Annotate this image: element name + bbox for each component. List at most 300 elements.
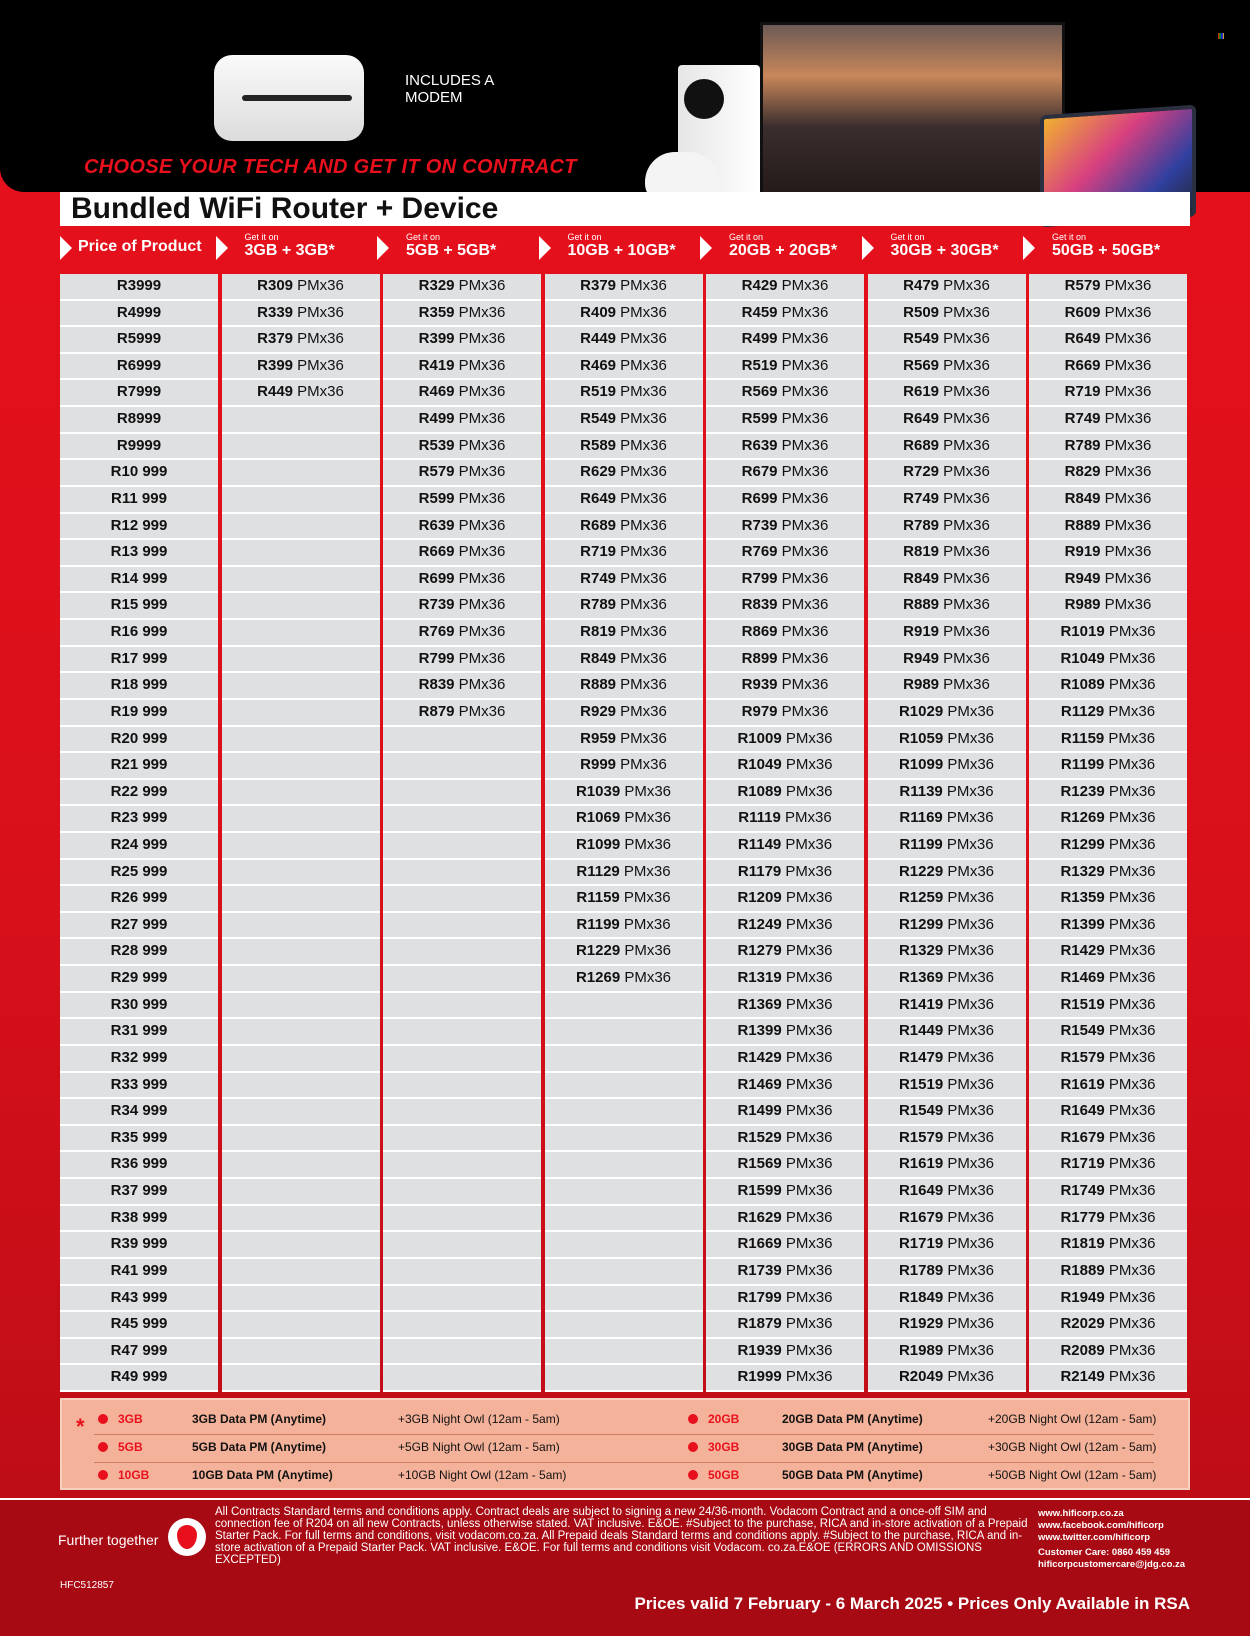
monthly-cell: R979 PMx36 [706, 700, 864, 727]
monthly-cell: R919 PMx36 [1029, 540, 1187, 567]
monthly-cell [383, 886, 541, 913]
monthly-cell: R929 PMx36 [545, 700, 703, 727]
monthly-cell: R1299 PMx36 [1029, 833, 1187, 860]
monthly-cell [383, 1019, 541, 1046]
price-cell: R29 999 [60, 966, 218, 993]
monthly-cell: R1049 PMx36 [706, 753, 864, 780]
monthly-cell: R769 PMx36 [383, 620, 541, 647]
price-cell: R11 999 [60, 487, 218, 514]
monthly-cell [383, 1259, 541, 1286]
price-cell: R8999 [60, 407, 218, 434]
monthly-cell: R1579 PMx36 [1029, 1046, 1187, 1073]
monthly-cell: R1199 PMx36 [868, 833, 1026, 860]
includes-modem-text: INCLUDES A MODEM [405, 72, 494, 106]
price-cell: R33 999 [60, 1073, 218, 1100]
legend-night-owl: +50GB Night Owl (12am - 5am) [988, 1468, 1157, 1482]
monthly-cell [222, 1339, 380, 1366]
monthly-cell [222, 1099, 380, 1126]
monthly-cell: R839 PMx36 [706, 593, 864, 620]
price-cell: R25 999 [60, 860, 218, 887]
monthly-cell: R339 PMx36 [222, 301, 380, 328]
data-legend [60, 1398, 1190, 1490]
monthly-cell: R739 PMx36 [383, 593, 541, 620]
monthly-cell [383, 1099, 541, 1126]
price-cell: R32 999 [60, 1046, 218, 1073]
monthly-cell: R639 PMx36 [706, 434, 864, 461]
monthly-cell: R1149 PMx36 [706, 833, 864, 860]
monthly-cell: R669 PMx36 [383, 540, 541, 567]
monthly-cell: R1359 PMx36 [1029, 886, 1187, 913]
plan-label: 10GB + 10GB* [567, 242, 676, 259]
monthly-cell [383, 1312, 541, 1339]
monthly-cell [222, 593, 380, 620]
monthly-cell: R799 PMx36 [383, 647, 541, 674]
monthly-cell: R549 PMx36 [545, 407, 703, 434]
monthly-cell: R1419 PMx36 [868, 993, 1026, 1020]
modem-slot [242, 95, 352, 101]
monthly-cell: R1329 PMx36 [1029, 860, 1187, 887]
monthly-cell: R1269 PMx36 [1029, 806, 1187, 833]
monthly-cell: R509 PMx36 [868, 301, 1026, 328]
legend-dot-icon [98, 1470, 108, 1480]
monthly-cell: R1199 PMx36 [545, 913, 703, 940]
monthly-cell: R669 PMx36 [1029, 354, 1187, 381]
plan-label: 5GB + 5GB* [406, 242, 497, 259]
arrow-icon [216, 236, 228, 260]
price-cell: R43 999 [60, 1286, 218, 1313]
legend-code: 20GB [708, 1412, 740, 1426]
price-cell: R22 999 [60, 780, 218, 807]
monthly-cell [545, 1339, 703, 1366]
monthly-cell: R1789 PMx36 [868, 1259, 1026, 1286]
monthly-cell: R1029 PMx36 [868, 700, 1026, 727]
monthly-cell: R719 PMx36 [1029, 380, 1187, 407]
monthly-cell: R449 PMx36 [545, 327, 703, 354]
monthly-cell: R649 PMx36 [545, 487, 703, 514]
get-it-on-label: Get it on [890, 232, 925, 242]
price-cell: R7999 [60, 380, 218, 407]
monthly-cell [545, 1206, 703, 1233]
monthly-cell: R939 PMx36 [706, 673, 864, 700]
arrow-icon [60, 236, 72, 260]
title-bar [60, 192, 1190, 226]
legend-code: 10GB [118, 1468, 150, 1482]
monthly-cell [222, 966, 380, 993]
monthly-cell: R1549 PMx36 [868, 1099, 1026, 1126]
monthly-cell: R889 PMx36 [1029, 514, 1187, 541]
monthly-cell: R1449 PMx36 [868, 1019, 1026, 1046]
email-link[interactable]: hificorpcustomercare@jdg.co.za [1038, 1559, 1186, 1570]
price-cell: R17 999 [60, 647, 218, 674]
footer [0, 1498, 1250, 1636]
monthly-cell [383, 1286, 541, 1313]
arrow-icon [377, 236, 389, 260]
monthly-cell: R989 PMx36 [1029, 593, 1187, 620]
monthly-cell: R1129 PMx36 [545, 860, 703, 887]
monthly-cell: R1939 PMx36 [706, 1339, 864, 1366]
monthly-cell [383, 727, 541, 754]
legend-code: 5GB [118, 1440, 143, 1454]
price-cell: R23 999 [60, 806, 218, 833]
monthly-cell: R1669 PMx36 [706, 1232, 864, 1259]
monthly-cell: R1009 PMx36 [706, 727, 864, 754]
monthly-cell: R429 PMx36 [706, 274, 864, 301]
price-cell: R16 999 [60, 620, 218, 647]
monthly-cell: R639 PMx36 [383, 514, 541, 541]
price-cell: R47 999 [60, 1339, 218, 1366]
monthly-cell: R689 PMx36 [545, 514, 703, 541]
price-cell: R6999 [60, 354, 218, 381]
price-cell: R37 999 [60, 1179, 218, 1206]
monthly-cell: R1059 PMx36 [868, 727, 1026, 754]
monthly-cell [222, 1259, 380, 1286]
monthly-cell: R819 PMx36 [545, 620, 703, 647]
monthly-cell: R1099 PMx36 [545, 833, 703, 860]
monthly-cell: R879 PMx36 [383, 700, 541, 727]
monthly-cell [383, 1365, 541, 1392]
monthly-cell [545, 1312, 703, 1339]
monthly-cell [222, 673, 380, 700]
monthly-cell: R1399 PMx36 [706, 1019, 864, 1046]
monthly-cell: R1399 PMx36 [1029, 913, 1187, 940]
monthly-cell: R1299 PMx36 [868, 913, 1026, 940]
monthly-cell: R409 PMx36 [545, 301, 703, 328]
monthly-cell: R1599 PMx36 [706, 1179, 864, 1206]
monthly-cell: R1039 PMx36 [545, 780, 703, 807]
monthly-cell: R1319 PMx36 [706, 966, 864, 993]
monthly-cell: R949 PMx36 [1029, 567, 1187, 594]
contacts [1038, 1508, 1185, 1571]
monthly-cell: R1679 PMx36 [868, 1206, 1026, 1233]
monthly-cell [383, 1206, 541, 1233]
monthly-cell: R1649 PMx36 [868, 1179, 1026, 1206]
monthly-cell: R1329 PMx36 [868, 939, 1026, 966]
monthly-cell [222, 727, 380, 754]
monthly-cell [545, 1286, 703, 1313]
price-cell: R9999 [60, 434, 218, 461]
monthly-cell [222, 1152, 380, 1179]
legend-code: 3GB [118, 1412, 143, 1426]
monthly-cell [383, 753, 541, 780]
monthly-cell: R789 PMx36 [1029, 434, 1187, 461]
arrow-icon [700, 236, 712, 260]
monthly-cell: R499 PMx36 [383, 407, 541, 434]
monthly-cell: R539 PMx36 [383, 434, 541, 461]
price-cell: R24 999 [60, 833, 218, 860]
monthly-cell [222, 514, 380, 541]
legend-dot-icon [688, 1470, 698, 1480]
header-plan-6 [1023, 228, 1183, 268]
monthly-cell [222, 700, 380, 727]
get-it-on-label: Get it on [244, 232, 279, 242]
monthly-cell: R1519 PMx36 [1029, 993, 1187, 1020]
monthly-cell: R1069 PMx36 [545, 806, 703, 833]
monthly-cell: R1739 PMx36 [706, 1259, 864, 1286]
monthly-cell [383, 1126, 541, 1153]
facebook-link[interactable]: www.facebook.com/hificorp [1038, 1520, 1164, 1531]
plan-column-3 [545, 274, 703, 1392]
monthly-cell: R1129 PMx36 [1029, 700, 1187, 727]
monthly-cell: R579 PMx36 [383, 460, 541, 487]
monthly-cell [545, 1152, 703, 1179]
legend-divider [94, 1462, 1154, 1463]
monthly-cell: R1719 PMx36 [868, 1232, 1026, 1259]
tagline: CHOOSE YOUR TECH AND GET IT ON CONTRACT [84, 156, 577, 178]
monthly-cell: R569 PMx36 [706, 380, 864, 407]
monthly-cell: R1799 PMx36 [706, 1286, 864, 1313]
monthly-cell [222, 460, 380, 487]
legend-data: 50GB Data PM (Anytime) [782, 1468, 923, 1482]
monthly-cell: R1879 PMx36 [706, 1312, 864, 1339]
monthly-cell: R1369 PMx36 [706, 993, 864, 1020]
monthly-cell: R359 PMx36 [383, 301, 541, 328]
monthly-cell [545, 1046, 703, 1073]
plan-column-4 [706, 274, 864, 1392]
monthly-cell: R1579 PMx36 [868, 1126, 1026, 1153]
price-cell: R30 999 [60, 993, 218, 1020]
monthly-cell [222, 434, 380, 461]
monthly-cell: R1119 PMx36 [706, 806, 864, 833]
price-cell: R3999 [60, 274, 218, 301]
price-cell: R5999 [60, 327, 218, 354]
price-header-label: Price of Product [78, 238, 202, 255]
monthly-cell: R1089 PMx36 [706, 780, 864, 807]
legend-code: 50GB [708, 1468, 740, 1482]
monthly-cell: R399 PMx36 [222, 354, 380, 381]
monthly-cell: R789 PMx36 [545, 593, 703, 620]
monthly-cell: R1229 PMx36 [545, 939, 703, 966]
monthly-cell: R1089 PMx36 [1029, 673, 1187, 700]
legend-dot-icon [98, 1414, 108, 1424]
legend-dot-icon [688, 1442, 698, 1452]
monthly-cell: R619 PMx36 [868, 380, 1026, 407]
monthly-cell: R729 PMx36 [868, 460, 1026, 487]
monthly-cell: R1469 PMx36 [706, 1073, 864, 1100]
price-cell: R12 999 [60, 514, 218, 541]
monthly-cell: R1239 PMx36 [1029, 780, 1187, 807]
monthly-cell [222, 1019, 380, 1046]
monthly-cell: R2149 PMx36 [1029, 1365, 1187, 1392]
monthly-cell: R739 PMx36 [706, 514, 864, 541]
header-plan-2 [377, 228, 537, 268]
page-title: Bundled WiFi Router + Device [71, 192, 499, 225]
monthly-cell [383, 1179, 541, 1206]
monthly-cell: R1429 PMx36 [1029, 939, 1187, 966]
price-cell: R49 999 [60, 1365, 218, 1392]
monthly-cell [383, 939, 541, 966]
monthly-cell [222, 647, 380, 674]
plan-label: 30GB + 30GB* [890, 242, 999, 259]
monthly-cell: R1779 PMx36 [1029, 1206, 1187, 1233]
monthly-cell: R1209 PMx36 [706, 886, 864, 913]
price-cell: R10 999 [60, 460, 218, 487]
legend-night-owl: +20GB Night Owl (12am - 5am) [988, 1412, 1157, 1426]
monthly-cell: R449 PMx36 [222, 380, 380, 407]
monthly-cell [545, 1019, 703, 1046]
header-plan-1 [216, 228, 376, 268]
monthly-cell: R699 PMx36 [706, 487, 864, 514]
monthly-cell: R899 PMx36 [706, 647, 864, 674]
monthly-cell [545, 1099, 703, 1126]
monthly-cell: R1549 PMx36 [1029, 1019, 1187, 1046]
monthly-cell: R889 PMx36 [868, 593, 1026, 620]
monthly-cell [222, 780, 380, 807]
plan-column-5 [868, 274, 1026, 1392]
monthly-cell [545, 1126, 703, 1153]
price-cell: R45 999 [60, 1312, 218, 1339]
monthly-cell [222, 753, 380, 780]
monthly-cell: R1429 PMx36 [706, 1046, 864, 1073]
monthly-cell: R949 PMx36 [868, 647, 1026, 674]
monthly-cell: R1889 PMx36 [1029, 1259, 1187, 1286]
monthly-cell: R1249 PMx36 [706, 913, 864, 940]
monthly-cell: R2029 PMx36 [1029, 1312, 1187, 1339]
header-price [60, 228, 220, 268]
monthly-cell [222, 540, 380, 567]
monthly-cell: R1679 PMx36 [1029, 1126, 1187, 1153]
price-cell: R15 999 [60, 593, 218, 620]
terms-text: All Contracts Standard terms and conditions apply. Contract deals are subject to signing a new 24/36-month. Vodacom Contract and a once-off SIM and connection fee of R204 on all new Contracts, unless otherwise stated. VAT inclusive. E&OE. #Subject to the purchase, RICA and in-store activation of a Prepaid Starter Pack. For full terms and conditions, visit vodacom.co.za. All Prepaid deals Standard terms and conditions apply. #Subject to the purchase, RICA and in-store activation of a Prepaid Starter Pack. VAT inclusive. E&OE. For full terms and conditions visit Vodacom. co.za.E&OE (ERRORS AND OMISSIONS EXCEPTED) [215, 1506, 1028, 1566]
monthly-cell: R569 PMx36 [868, 354, 1026, 381]
monthly-cell [222, 567, 380, 594]
monthly-cell: R499 PMx36 [706, 327, 864, 354]
monthly-cell: R479 PMx36 [868, 274, 1026, 301]
monthly-cell: R689 PMx36 [868, 434, 1026, 461]
brand-logo-icon [1218, 33, 1224, 39]
twitter-link[interactable]: www.twitter.com/hificorp [1038, 1532, 1151, 1543]
monthly-cell: R519 PMx36 [706, 354, 864, 381]
header-plan-5 [862, 228, 1022, 268]
monthly-cell: R459 PMx36 [706, 301, 864, 328]
price-cell: R21 999 [60, 753, 218, 780]
plan-label: 20GB + 20GB* [729, 242, 838, 259]
monthly-cell: R1179 PMx36 [706, 860, 864, 887]
monthly-cell [222, 1126, 380, 1153]
monthly-cell [222, 939, 380, 966]
monthly-cell: R1099 PMx36 [868, 753, 1026, 780]
monthly-cell: R1989 PMx36 [868, 1339, 1026, 1366]
arrow-icon [1023, 236, 1035, 260]
monthly-cell [222, 620, 380, 647]
monthly-cell: R1259 PMx36 [868, 886, 1026, 913]
monthly-cell: R1719 PMx36 [1029, 1152, 1187, 1179]
legend-night-owl: +10GB Night Owl (12am - 5am) [398, 1468, 567, 1482]
monthly-cell [222, 806, 380, 833]
monthly-cell: R519 PMx36 [545, 380, 703, 407]
monthly-cell [383, 860, 541, 887]
monthly-cell: R1369 PMx36 [868, 966, 1026, 993]
monthly-cell: R1049 PMx36 [1029, 647, 1187, 674]
website-link[interactable]: www.hificorp.co.za [1038, 1508, 1124, 1519]
monthly-cell: R599 PMx36 [706, 407, 864, 434]
monthly-cell: R749 PMx36 [868, 487, 1026, 514]
monthly-cell [383, 1073, 541, 1100]
price-column [60, 274, 218, 1392]
monthly-cell [222, 1073, 380, 1100]
monthly-cell: R1469 PMx36 [1029, 966, 1187, 993]
monthly-cell: R799 PMx36 [706, 567, 864, 594]
monthly-cell [222, 1206, 380, 1233]
monthly-cell: R679 PMx36 [706, 460, 864, 487]
header-plan-4 [700, 228, 860, 268]
customer-care: Customer Care: 0860 459 459 [1038, 1547, 1171, 1558]
monthly-cell: R749 PMx36 [545, 567, 703, 594]
get-it-on-label: Get it on [567, 232, 602, 242]
get-it-on-label: Get it on [1052, 232, 1087, 242]
monthly-cell [222, 1312, 380, 1339]
monthly-cell: R579 PMx36 [1029, 274, 1187, 301]
monthly-cell: R719 PMx36 [545, 540, 703, 567]
monthly-cell: R379 PMx36 [545, 274, 703, 301]
legend-data: 20GB Data PM (Anytime) [782, 1412, 923, 1426]
monthly-cell: R889 PMx36 [545, 673, 703, 700]
monthly-cell: R1949 PMx36 [1029, 1286, 1187, 1313]
plan-column-2 [383, 274, 541, 1392]
monthly-cell [383, 1152, 541, 1179]
monthly-cell: R399 PMx36 [383, 327, 541, 354]
price-cell: R4999 [60, 301, 218, 328]
price-cell: R38 999 [60, 1206, 218, 1233]
monthly-cell [222, 913, 380, 940]
monthly-cell [545, 1259, 703, 1286]
monthly-cell: R959 PMx36 [545, 727, 703, 754]
monthly-cell: R1229 PMx36 [868, 860, 1026, 887]
monthly-cell [383, 1339, 541, 1366]
monthly-cell: R769 PMx36 [706, 540, 864, 567]
price-cell: R14 999 [60, 567, 218, 594]
get-it-on-label: Get it on [729, 232, 764, 242]
monthly-cell: R1529 PMx36 [706, 1126, 864, 1153]
monthly-cell: R469 PMx36 [545, 354, 703, 381]
monthly-cell: R419 PMx36 [383, 354, 541, 381]
monthly-cell [222, 993, 380, 1020]
price-cell: R18 999 [60, 673, 218, 700]
arrow-icon [862, 236, 874, 260]
monthly-cell: R1159 PMx36 [1029, 727, 1187, 754]
price-cell: R13 999 [60, 540, 218, 567]
monthly-cell [545, 1073, 703, 1100]
monthly-cell: R1169 PMx36 [868, 806, 1026, 833]
monthly-cell: R329 PMx36 [383, 274, 541, 301]
monthly-cell: R1269 PMx36 [545, 966, 703, 993]
price-cell: R27 999 [60, 913, 218, 940]
monthly-cell [222, 860, 380, 887]
monthly-cell [383, 913, 541, 940]
monthly-cell [222, 1046, 380, 1073]
monthly-cell [383, 993, 541, 1020]
monthly-cell [222, 1365, 380, 1392]
console-fan [684, 79, 724, 119]
monthly-cell: R1619 PMx36 [868, 1152, 1026, 1179]
arrow-icon [539, 236, 551, 260]
validity-text: Prices valid 7 February - 6 March 2025 • Prices Only Available in RSA [634, 1594, 1190, 1613]
monthly-cell [222, 833, 380, 860]
monthly-cell: R989 PMx36 [868, 673, 1026, 700]
tv-image [760, 22, 1065, 198]
monthly-cell [545, 993, 703, 1020]
monthly-cell: R1749 PMx36 [1029, 1179, 1187, 1206]
monthly-cell [222, 1232, 380, 1259]
vodacom-speechmark [177, 1525, 197, 1549]
monthly-cell: R1139 PMx36 [868, 780, 1026, 807]
monthly-cell: R599 PMx36 [383, 487, 541, 514]
legend-data: 10GB Data PM (Anytime) [192, 1468, 333, 1482]
legend-dot-icon [98, 1442, 108, 1452]
monthly-cell: R649 PMx36 [1029, 327, 1187, 354]
monthly-cell [222, 487, 380, 514]
monthly-cell [383, 1232, 541, 1259]
plan-label: 50GB + 50GB* [1052, 242, 1161, 259]
